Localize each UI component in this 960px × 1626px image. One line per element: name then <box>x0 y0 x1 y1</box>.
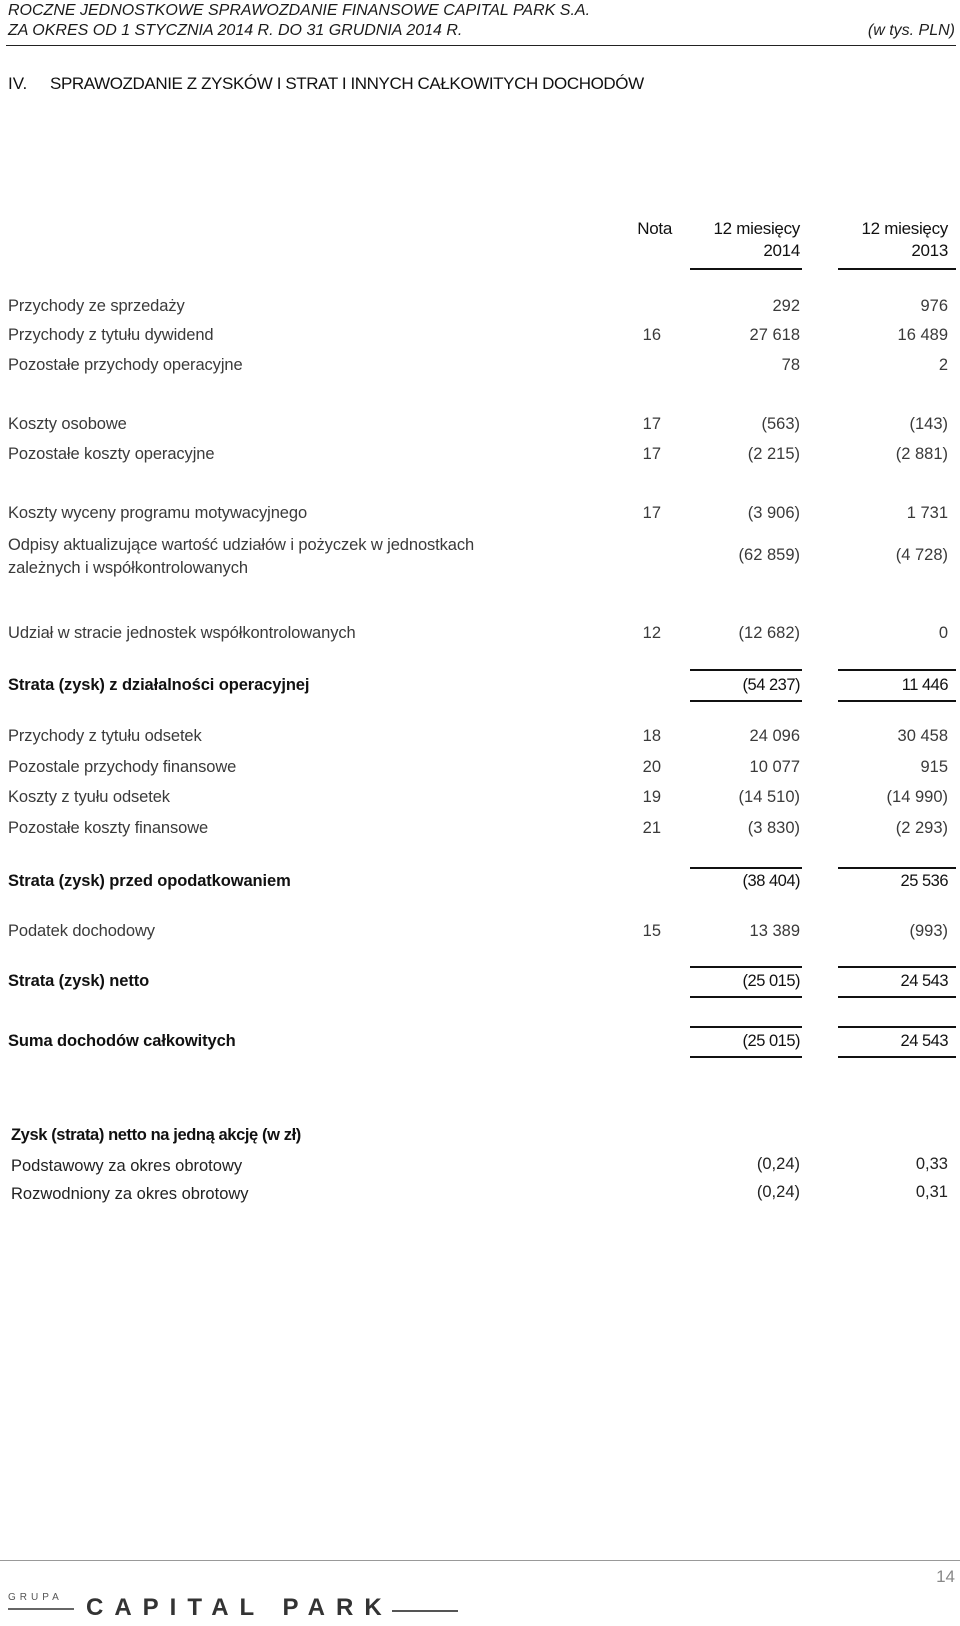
row-label: Pozostale przychody finansowe <box>8 758 237 776</box>
eps-value-2014: (0,24) <box>756 1183 800 1201</box>
eps-value-2014: (0,24) <box>756 1155 800 1173</box>
row-label: Strata (zysk) przed opodatkowaniem <box>8 872 291 890</box>
column-2013-year: 2013 <box>911 241 948 260</box>
row-note: 15 <box>642 922 661 940</box>
total-underline-2014 <box>690 700 802 702</box>
value-2013: (143) <box>909 415 948 433</box>
subtotal-line-2014 <box>690 966 802 968</box>
row-note: 21 <box>642 819 661 837</box>
row-note: 16 <box>642 326 661 344</box>
column-2013-underline <box>838 268 956 270</box>
subtotal-line-2014 <box>690 867 802 869</box>
eps-value-2013: 0,31 <box>915 1183 948 1201</box>
section-number: IV. <box>8 74 28 93</box>
value-2013: (14 990) <box>886 788 948 806</box>
row-label: Koszty osobowe <box>8 415 127 433</box>
value-2014: 78 <box>781 356 800 374</box>
row-note: 19 <box>642 788 661 806</box>
value-2013: 1 731 <box>906 504 948 522</box>
value-2013: (2 293) <box>895 819 948 837</box>
row-label: Udział w stracie jednostek współkontrolowanych <box>8 624 356 642</box>
row-label: Strata (zysk) netto <box>8 972 150 990</box>
value-2013: 976 <box>920 297 948 315</box>
value-2013: (993) <box>909 922 948 940</box>
eps-label: Rozwodniony za okres obrotowy <box>11 1185 249 1203</box>
row-label: Pozostałe przychody operacyjne <box>8 356 243 374</box>
logo-group-text: GRUPA <box>8 1592 63 1603</box>
row-note: 17 <box>642 445 661 463</box>
report-title: ROCZNE JEDNOSTKOWE SPRAWOZDANIE FINANSOWE CAPITAL PARK S.A. <box>8 2 591 19</box>
subtotal-line-2014 <box>690 1026 802 1028</box>
eps-label: Podstawowy za okres obrotowy <box>11 1157 243 1175</box>
currency-unit: (w tys. PLN) <box>867 22 955 39</box>
eps-title: Zysk (strata) netto na jedną akcję (w zł) <box>11 1126 301 1144</box>
row-note: 12 <box>642 624 661 642</box>
value-2013: 24 543 <box>900 972 948 990</box>
value-2013: 11 446 <box>901 676 948 694</box>
row-label: Pozostałe koszty operacyjne <box>8 445 215 463</box>
logo-company-name: CAPITAL PARK <box>86 1594 393 1621</box>
value-2013: (4 728) <box>895 546 948 564</box>
value-2014: (54 237) <box>742 676 800 694</box>
subtotal-line-2014 <box>690 669 802 671</box>
row-label: Przychody ze sprzedaży <box>8 297 185 315</box>
column-header-2014 <box>714 218 800 262</box>
column-2014-period: 12 miesięcy <box>713 219 800 238</box>
logo-line-right <box>392 1610 458 1612</box>
value-2013: 25 536 <box>900 872 948 890</box>
value-2014: (62 859) <box>738 546 800 564</box>
value-2013: 915 <box>920 758 948 776</box>
value-2014: (25 015) <box>742 1032 800 1050</box>
value-2013: 0 <box>938 624 948 642</box>
section-title: SPRAWOZDANIE Z ZYSKÓW I STRAT I INNYCH CAŁKOWITYCH DOCHODÓW <box>50 74 644 93</box>
row-label: Przychody z tytułu dywidend <box>8 326 214 344</box>
value-2014: (3 906) <box>747 504 800 522</box>
header-divider <box>6 45 956 46</box>
report-period: ZA OKRES OD 1 STYCZNIA 2014 R. DO 31 GRUDNIA 2014 R. <box>8 22 463 39</box>
value-2014: (25 015) <box>742 972 800 990</box>
value-2014: (3 830) <box>747 819 800 837</box>
column-header-2013 <box>862 218 948 262</box>
total-underline-2013 <box>838 996 956 998</box>
row-label: Podatek dochodowy <box>8 922 155 940</box>
subtotal-line-2013 <box>838 867 956 869</box>
row-label: Pozostałe koszty finansowe <box>8 819 209 837</box>
footer-divider <box>0 1560 960 1561</box>
column-2013-period: 12 miesięcy <box>861 219 948 238</box>
subtotal-line-2013 <box>838 966 956 968</box>
logo-line-left <box>8 1608 74 1610</box>
row-label: Przychody z tytułu odsetek <box>8 727 202 745</box>
page-number: 14 <box>936 1567 955 1586</box>
row-note: 17 <box>642 415 661 433</box>
value-2014: 13 389 <box>749 922 800 940</box>
subtotal-line-2013 <box>838 669 956 671</box>
value-2014: 24 096 <box>749 727 800 745</box>
value-2013: 16 489 <box>897 326 948 344</box>
total-underline-2014 <box>690 1056 802 1058</box>
column-2014-year: 2014 <box>763 241 800 260</box>
value-2014: 292 <box>772 297 800 315</box>
column-header-note: Nota <box>637 219 672 238</box>
row-label: Strata (zysk) z działalności operacyjnej <box>8 676 310 694</box>
total-underline-2013 <box>838 700 956 702</box>
row-label: Odpisy aktualizujące wartość udziałów i pożyczek w jednostkach zależnych i współkontrolowanych <box>8 536 475 577</box>
value-2014: 27 618 <box>749 326 800 344</box>
row-note: 17 <box>642 504 661 522</box>
eps-value-2013: 0,33 <box>915 1155 948 1173</box>
row-label: Suma dochodów całkowitych <box>8 1032 236 1050</box>
total-underline-2013 <box>838 1056 956 1058</box>
value-2014: (38 404) <box>742 872 800 890</box>
row-note: 18 <box>642 727 661 745</box>
value-2013: 2 <box>938 356 948 374</box>
total-underline-2014 <box>690 996 802 998</box>
column-2014-underline <box>690 268 802 270</box>
value-2014: (14 510) <box>738 788 800 806</box>
row-note: 20 <box>642 758 661 776</box>
value-2014: (2 215) <box>747 445 800 463</box>
value-2014: 10 077 <box>749 758 800 776</box>
value-2014: (12 682) <box>738 624 800 642</box>
subtotal-line-2013 <box>838 1026 956 1028</box>
value-2013: (2 881) <box>895 445 948 463</box>
value-2013: 24 543 <box>900 1032 948 1050</box>
value-2013: 30 458 <box>897 727 948 745</box>
row-label: Koszty wyceny programu motywacyjnego <box>8 504 308 522</box>
row-label: Koszty z tyułu odsetek <box>8 788 170 806</box>
value-2014: (563) <box>761 415 800 433</box>
